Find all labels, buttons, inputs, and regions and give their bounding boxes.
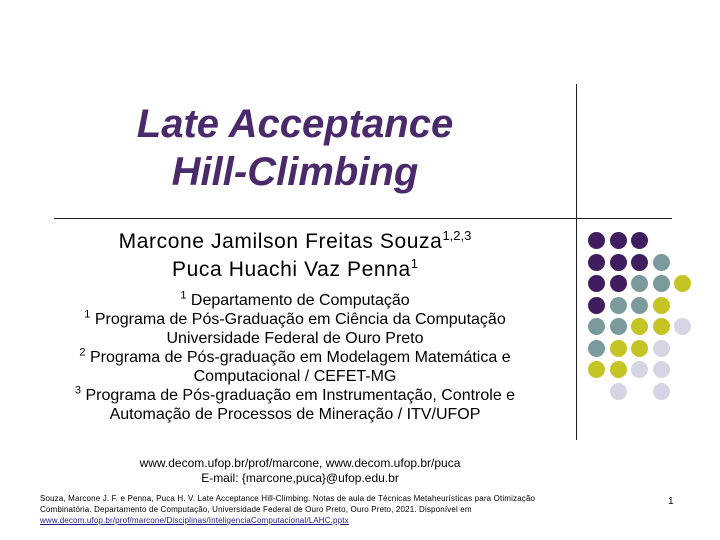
citation-link[interactable]: www.decom.ufop.br/prof/marcone/Disciplinas/InteligenciaComputacional/LAHC.pptx — [40, 516, 349, 525]
decorative-dot-olive — [588, 361, 605, 378]
decorative-dot-olive — [631, 340, 648, 357]
citation-line-1: Souza, Marcone J. F. e Penna, Puca H. V. Late Acceptance Hill-Climbing. Notas de aula de Técnicas Metaheurísticas para Otimização — [40, 494, 536, 503]
decorative-dot-grid — [588, 232, 698, 412]
affiliations-block — [30, 291, 560, 424]
decorative-dot-teal — [610, 297, 627, 314]
author-1 — [60, 228, 530, 256]
slide-title — [95, 100, 495, 196]
citation-line-2: Combinatória. Departamento de Computação, Universidade Federal de Ouro Preto, Ouro Preto, 2021. Disponível em — [40, 505, 472, 514]
affiliation-marker: 2 — [79, 346, 86, 359]
decorative-dot-purple — [588, 275, 605, 292]
author-1-affiliations: 1,2,3 — [442, 228, 472, 243]
decorative-dot-purple — [610, 254, 627, 271]
title-line-1: Late Acceptance — [136, 102, 454, 146]
authors-block — [60, 228, 530, 284]
affiliation-text: Programa de Pós-Graduação em Ciência da Computação — [90, 311, 506, 328]
decorative-dot-purple — [588, 297, 605, 314]
author-2 — [60, 256, 530, 284]
decorative-dot-teal — [653, 275, 670, 292]
decorative-dot-olive — [653, 297, 670, 314]
decorative-dot-lavender — [653, 383, 670, 400]
decorative-dot-lavender — [610, 383, 627, 400]
affiliation-line — [30, 367, 560, 386]
websites[interactable]: www.decom.ufop.br/prof/marcone, www.decom.ufop.br/puca — [139, 456, 461, 470]
decorative-dot-teal — [631, 297, 648, 314]
decorative-dot-teal — [653, 254, 670, 271]
affiliation-line — [30, 310, 560, 329]
decorative-dot-lavender — [653, 361, 670, 378]
decorative-dot-teal — [588, 318, 605, 335]
author-1-name: Marcone Jamilson Freitas Souza — [118, 230, 443, 253]
affiliation-marker: 3 — [74, 384, 82, 397]
author-2-name: Puca Huachi Vaz Penna — [172, 258, 411, 281]
decorative-dot-teal — [610, 318, 627, 335]
decorative-dot-purple — [588, 232, 605, 249]
decorative-dot-purple — [610, 275, 627, 292]
affiliation-line — [30, 386, 560, 405]
vertical-divider-line — [576, 84, 577, 440]
affiliation-line — [30, 405, 560, 424]
decorative-dot-olive — [610, 361, 627, 378]
affiliation-text: Programa de Pós-graduação em Modelagem Matemática e — [85, 349, 511, 366]
affiliation-text: Programa de Pós-graduação em Instrumentação, Controle e — [81, 387, 516, 404]
contact-block — [60, 456, 540, 486]
affiliation-text: Automação de Processos de Mineração / ITV/UFOP — [109, 406, 481, 423]
decorative-dot-lavender — [631, 361, 648, 378]
affiliation-line — [30, 291, 560, 310]
decorative-dot-purple — [631, 254, 648, 271]
decorative-dot-lavender — [653, 340, 670, 357]
affiliation-line — [30, 329, 560, 348]
decorative-dot-purple — [610, 232, 627, 249]
affiliation-marker: 1 — [84, 308, 91, 321]
decorative-dot-lavender — [674, 318, 691, 335]
decorative-dot-teal — [588, 340, 605, 357]
title-line-2: Hill-Climbing — [171, 150, 419, 194]
decorative-dot-purple — [588, 254, 605, 271]
email[interactable]: E-mail: {marcone,puca}@ufop.edu.br — [201, 471, 399, 485]
affiliation-text: Computacional / CEFET-MG — [193, 368, 397, 385]
decorative-dot-olive — [610, 340, 627, 357]
citation-footer — [40, 493, 600, 526]
decorative-dot-olive — [631, 318, 648, 335]
affiliation-text: Universidade Federal de Ouro Preto — [166, 330, 424, 347]
author-2-affiliations: 1 — [410, 256, 418, 271]
affiliation-marker: 1 — [180, 289, 187, 302]
decorative-dot-olive — [674, 275, 691, 292]
decorative-dot-teal — [631, 275, 648, 292]
decorative-dot-olive — [653, 318, 670, 335]
horizontal-divider-line — [54, 218, 672, 219]
affiliation-line — [30, 348, 560, 367]
page-number: 1 — [668, 496, 674, 507]
decorative-dot-purple — [631, 232, 648, 249]
affiliation-text: Departamento de Computação — [186, 292, 410, 309]
